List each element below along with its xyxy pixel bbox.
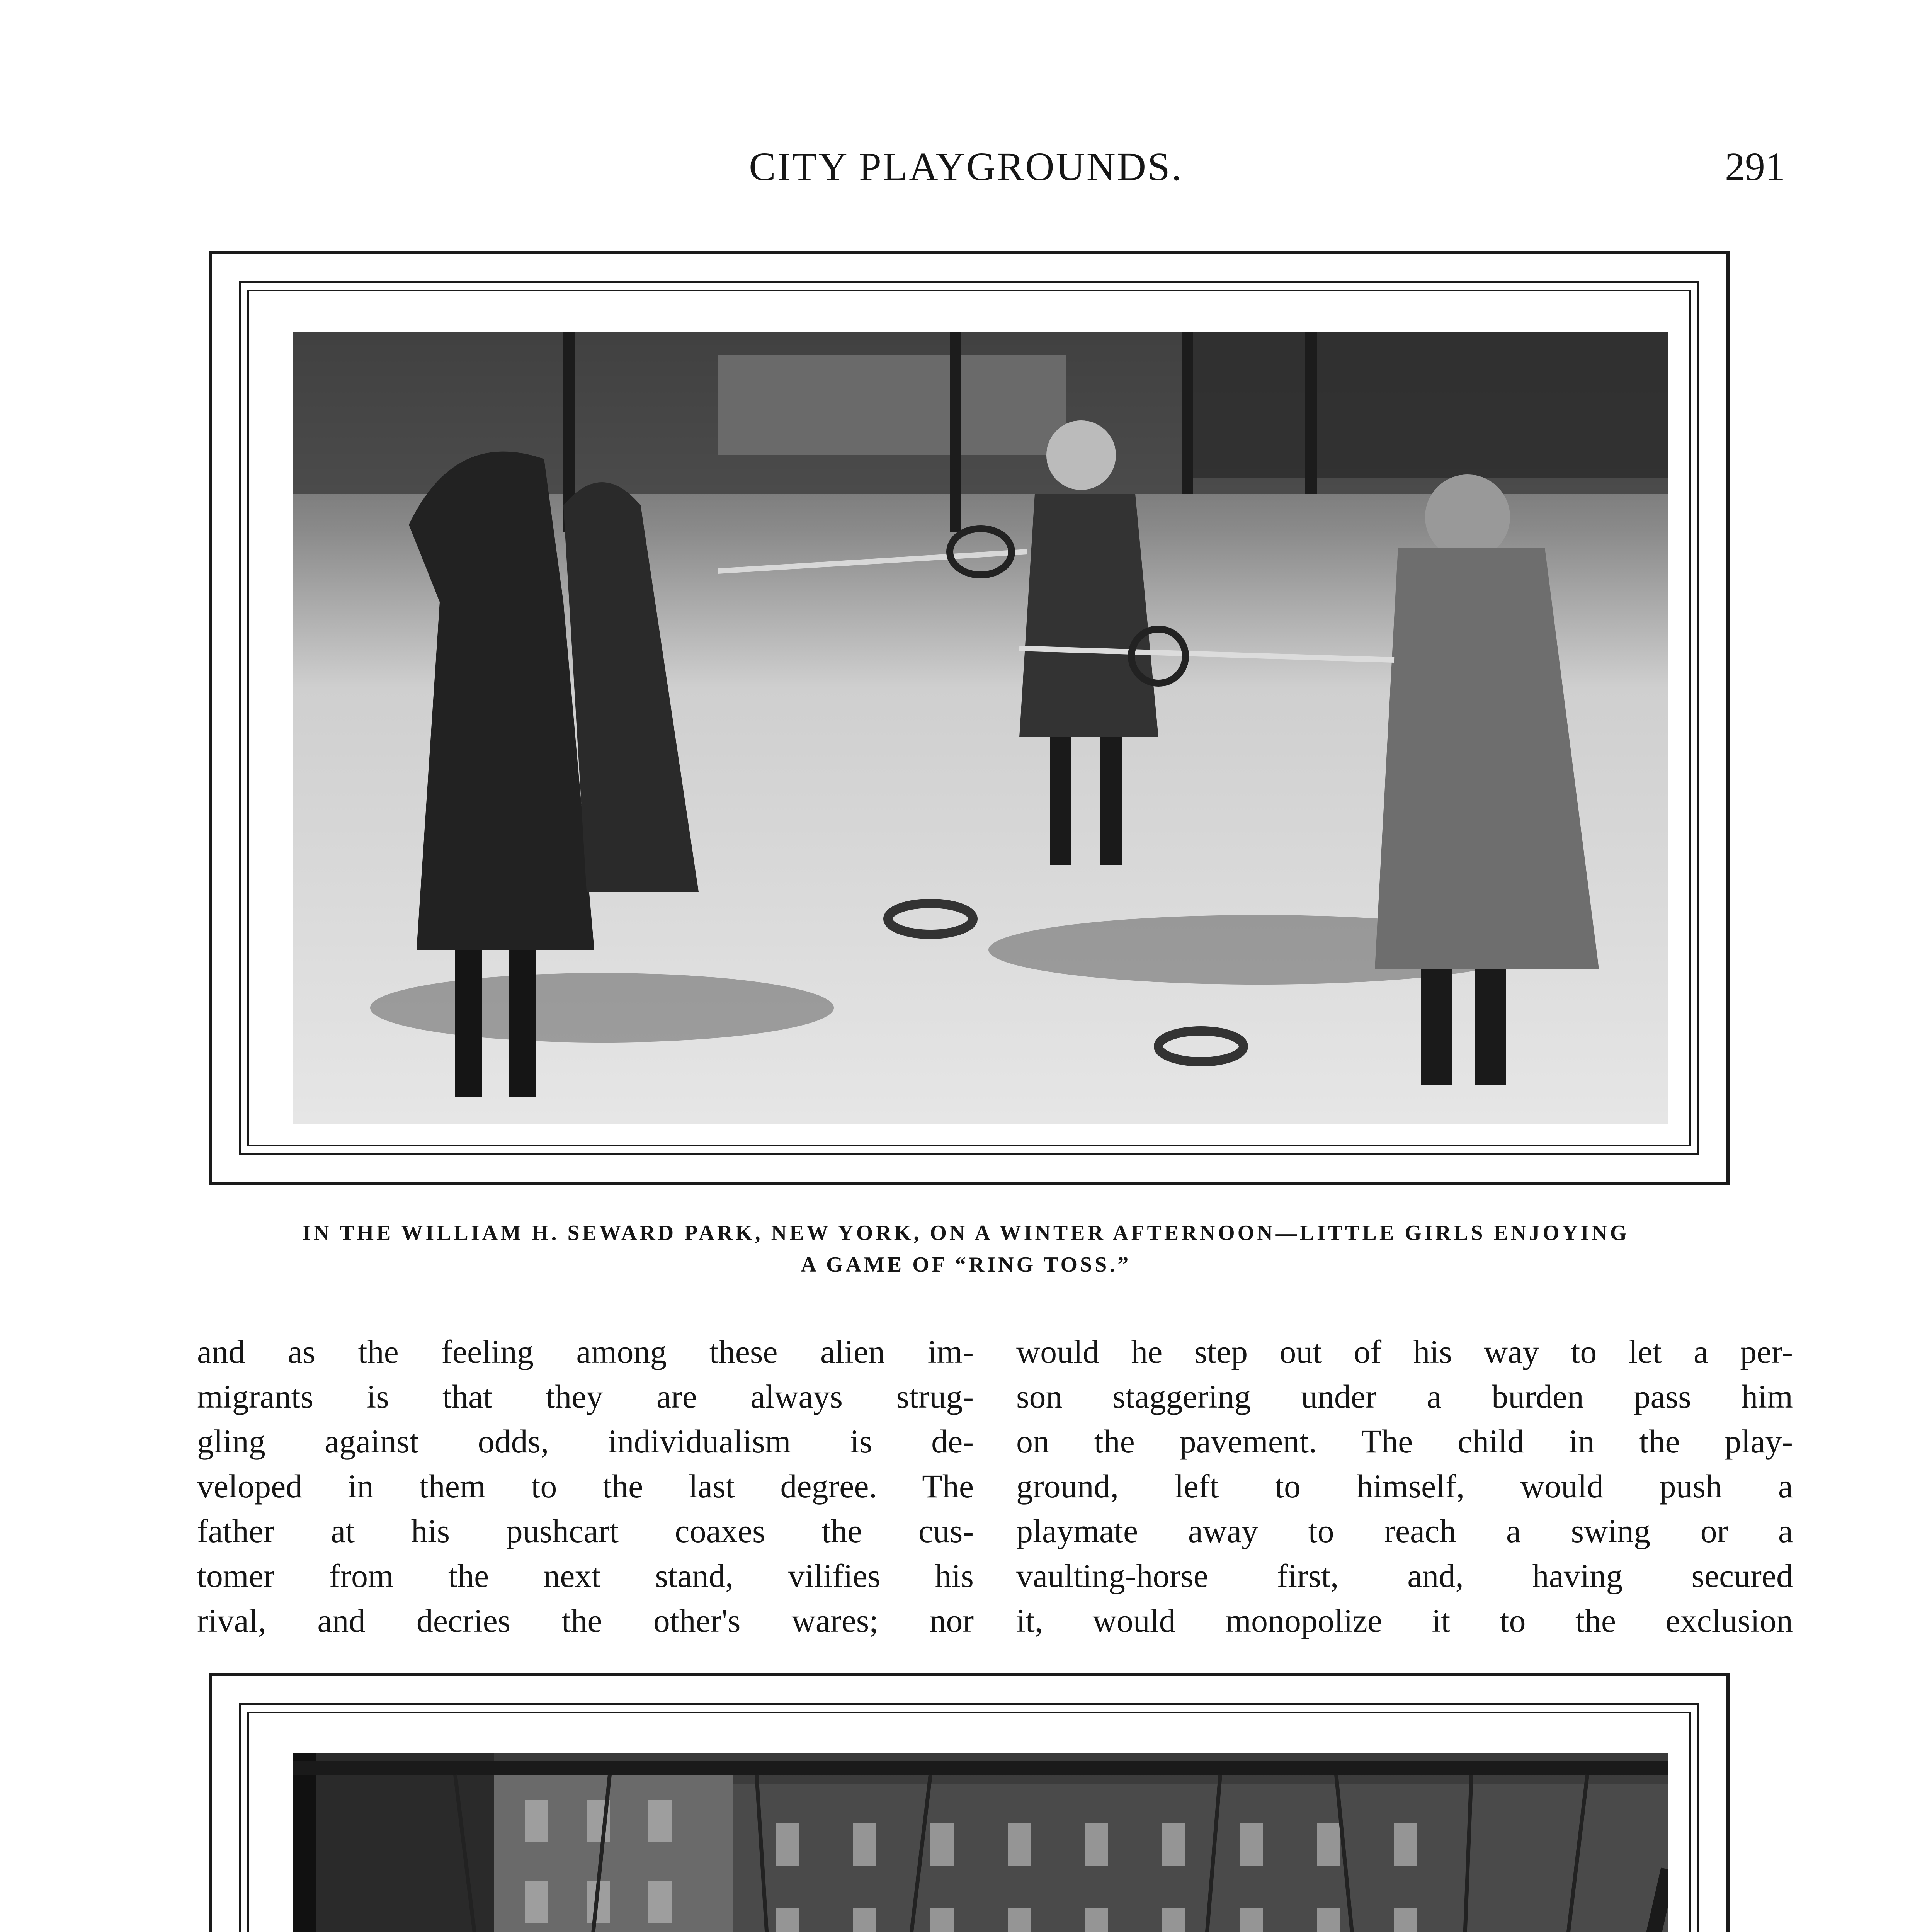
- text-line: on the pavement. The child in the play-: [1016, 1423, 1793, 1460]
- body-right-column: [1016, 1329, 1793, 1643]
- figure-1-caption-line-1: IN THE WILLIAM H. SEWARD PARK, NEW YORK, ON A WINTER AFTERNOON—LITTLE GIRLS ENJOYING: [302, 1221, 1630, 1245]
- text-line: playmate away to reach a swing or a: [1016, 1512, 1793, 1549]
- running-head-title: CITY PLAYGROUNDS.: [749, 145, 1183, 189]
- page-number: 291: [1725, 145, 1785, 189]
- text-line: vaulting-horse first, and, having secured: [1016, 1557, 1793, 1594]
- ring-toss-photo: [293, 332, 1668, 1124]
- text-line: migrants is that they are always strug-: [197, 1378, 974, 1415]
- text-line: would he step out of his way to let a per-: [1016, 1333, 1793, 1370]
- body-left-column: [197, 1329, 974, 1643]
- text-line: veloped in them to the last degree. The: [197, 1468, 974, 1505]
- figure-1-frame: [209, 251, 1730, 1185]
- text-line: gling against odds, individualism is de-: [197, 1423, 974, 1460]
- text-line: and as the feeling among these alien im-: [197, 1333, 974, 1370]
- text-line: father at his pushcart coaxes the cus-: [197, 1512, 974, 1549]
- text-line: son staggering under a burden pass him: [1016, 1378, 1793, 1415]
- text-line: rival, and decries the other's wares; nor: [197, 1602, 974, 1639]
- baby-swings-photo: [293, 1753, 1668, 1932]
- figure-1-caption: [201, 1217, 1731, 1281]
- text-line: it, would monopolize it to the exclusion: [1016, 1602, 1793, 1639]
- text-line: tomer from the next stand, vilifies his: [197, 1557, 974, 1594]
- text-line: ground, left to himself, would push a: [1016, 1468, 1793, 1505]
- figure-2-frame: [209, 1673, 1730, 1932]
- figure-1-caption-line-2: A GAME OF “RING TOSS.”: [801, 1253, 1131, 1277]
